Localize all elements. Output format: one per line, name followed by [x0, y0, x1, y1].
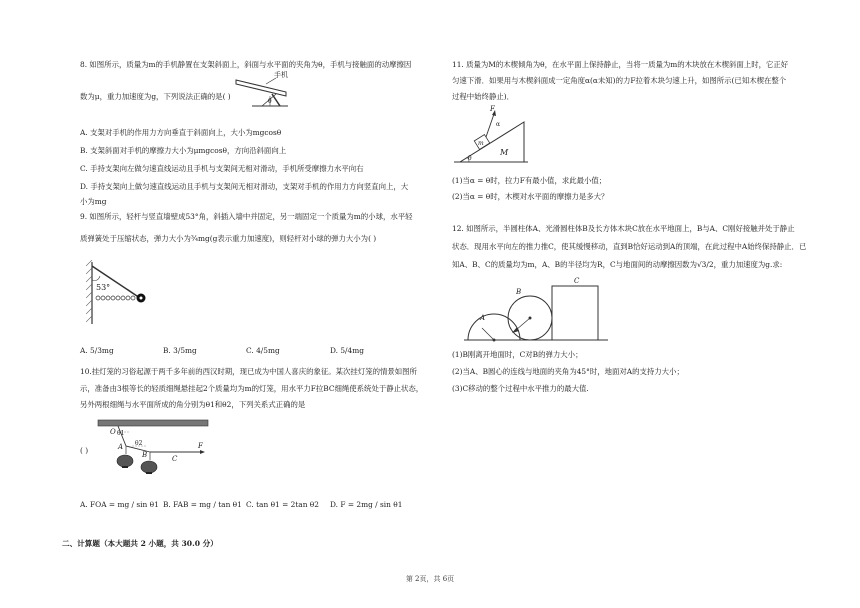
q10-fig-theta2: θ2	[135, 440, 143, 447]
q10-option-b: B. FAB = mg / tan θ1	[163, 500, 242, 509]
q9-option-c: C. 4/5mg	[246, 346, 280, 355]
q9-figure	[86, 260, 156, 326]
section-2-heading: 二、计算题（本大题共 2 小题，共 30.0 分）	[62, 539, 218, 548]
q8-option-d-cont: 小为mg	[80, 197, 107, 206]
q9-option-b: B. 3/5mg	[163, 346, 197, 355]
q8-fig-label-phone: 手机	[274, 71, 288, 79]
q9-option-d: D. 5/4mg	[330, 346, 364, 355]
q11-fig-theta: θ	[468, 155, 472, 162]
q8-option-c: C. 手持支架向左做匀速直线运动且手机与支架间无相对滑动，手机所受摩擦力水平向右	[80, 164, 364, 173]
q8-figure	[232, 66, 294, 108]
q11-sub1: (1)当α = θ时，拉力F有最小值，求此最小值；	[452, 176, 607, 185]
q10-figure	[96, 418, 216, 480]
q12-sub1: (1)B刚离开地面时，C对B的弹力大小；	[452, 350, 583, 359]
q12-fig-C: C	[574, 277, 580, 285]
q10-line2: 示，准备由3根等长的轻质细绳悬挂起2个质量均为m的灯笼，用水平力F拉BC细绳使系统处于静止状态，	[80, 384, 424, 393]
q12-line3: 知A、B、C的质量均为m，A、B的半径均为R，C与地面间的动摩擦因数为√3/2，重力加速度为g.求:	[452, 260, 783, 269]
q8-option-b: B. 支架斜面对手机的摩擦力大小为μmgcosθ，方向沿斜面向上	[80, 146, 287, 155]
q10-option-d: D. F = 2mg / sin θ1	[330, 500, 403, 509]
q9-fig-angle: 53°	[96, 283, 111, 292]
q11-fig-M: M	[500, 148, 509, 157]
q11-figure	[452, 104, 530, 166]
q10-fig-O: O	[110, 428, 116, 436]
q8-option-d: D. 手持支架向上做匀速直线运动且手机与支架间无相对滑动，支架对手机的作用力方向竖直向上，大	[80, 182, 409, 191]
q12-fig-B: B	[516, 288, 522, 296]
q11-line1: 11. 质量为M的木楔倾角为θ，在水平面上保持静止，当将一质量为m的木块放在木楔斜面上时，它正好	[452, 60, 789, 69]
q10-fig-A: A	[118, 443, 124, 451]
q11-line3: 过程中始终静止)．	[452, 92, 515, 101]
q10-line1: 10.挂灯笼的习俗起源于两千多年前的西汉时期，现已成为中国人喜庆的象征。某次挂灯笼的情景如图所	[80, 367, 417, 376]
q8-option-a: A. 支架对手机的作用力方向垂直于斜面向上，大小为mgcosθ	[80, 128, 282, 137]
q8-line2: 数为μ，重力加速度为g，下列说法正确的是( )	[80, 92, 231, 101]
q12-fig-A: A	[480, 314, 486, 322]
q11-sub2: (2)当α = θ时，木楔对水平面的摩擦力是多大？	[452, 192, 609, 201]
q11-fig-alpha: α	[496, 121, 501, 128]
q12-line1: 12. 如图所示，半圆柱体A、光滑圆柱体B及长方体木块C放在水平地面上，B与A、C刚好接触并处于静止	[452, 224, 795, 233]
q9-option-a: A. 5/3mg	[80, 346, 114, 355]
q10-fig-C: C	[172, 455, 178, 463]
q10-line3: 另外两根细绳与水平面所成的角分别为θ1和θ2，下列关系式正确的是	[80, 400, 306, 409]
q12-figure	[462, 276, 612, 344]
q10-fig-B: B	[142, 451, 148, 459]
q8-fig-label-theta: θ	[268, 98, 272, 105]
q8-line1: 8. 如图所示，质量为m的手机静置在支架斜面上，斜面与水平面的夹角为θ，手机与接触面的动摩擦因	[80, 60, 412, 69]
q10-blank: ( )	[80, 446, 89, 455]
q12-sub3: (3)C移动的整个过程中水平推力的最大值.	[452, 384, 589, 393]
q10-option-a: A. FOA = mg / sin θ1	[80, 500, 159, 509]
q9-line2: 质弹簧处于压缩状态，弹力大小为¾mg(g表示重力加速度)，则轻杆对小球的弹力大小为( )	[80, 234, 377, 243]
page-footer: 第 2页，共 6页	[405, 575, 455, 583]
q10-fig-theta1: θ1	[117, 430, 125, 437]
q10-option-c: C. tan θ1 = 2tan θ2	[246, 500, 319, 509]
q12-sub2: (2)当A、B圆心的连线与地面的夹角为45°时，地面对A的支持力大小；	[452, 367, 684, 376]
q11-fig-F: F	[490, 105, 495, 113]
q10-fig-F: F	[198, 442, 203, 450]
q12-line2: 状态．现用水平向左的推力推C，使其缓慢移动，直到B恰好运动到A的顶端，在此过程中A始终保持静止．已	[452, 242, 807, 251]
q9-line1: 9. 如图所示，轻杆与竖直墙壁成53°角，斜插入墙中并固定，另一端固定一个质量为m的小球，水平轻	[80, 212, 413, 221]
q11-line2: 匀速下滑．如果用与木楔斜面成一定角度α(α未知)的力F拉着木块匀速上升，如图所示(已知木楔在整个	[452, 76, 787, 85]
q11-fig-m: m	[478, 140, 484, 147]
